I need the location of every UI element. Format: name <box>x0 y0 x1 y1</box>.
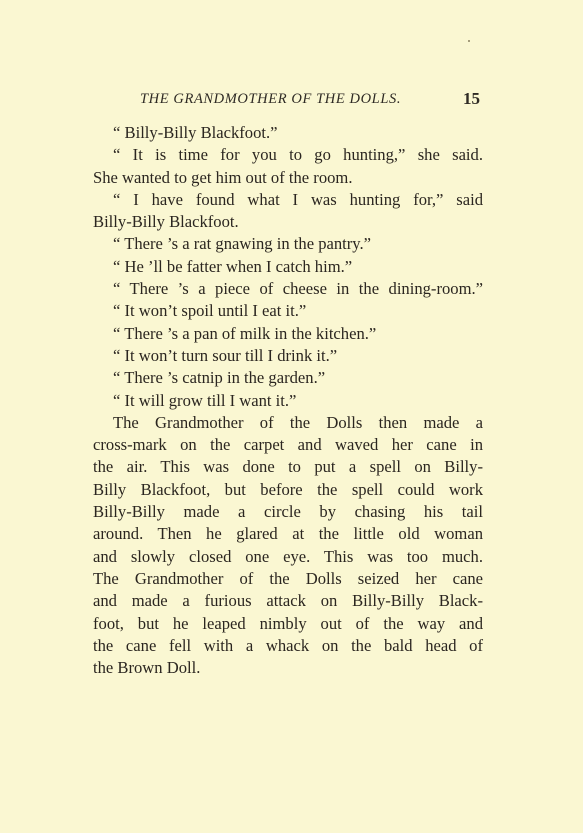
text-line: the cane fell with a whack on the bald head of <box>93 635 483 655</box>
text-line: She wanted to get him out of the room. <box>93 167 353 187</box>
body-text <box>93 122 483 679</box>
text-line: Billy-Billy Blackfoot. <box>93 212 239 232</box>
text-line: “ It won’t turn sour till I drink it.” <box>113 345 338 365</box>
text-line: “ There ’s a rat gnawing in the pantry.” <box>113 234 372 254</box>
text-line: The Grandmother of the Dolls seized her cane <box>93 568 483 588</box>
text-line: “ Billy-Billy Blackfoot.” <box>113 123 278 142</box>
text-line: foot, but he leaped nimbly out of the way and <box>93 613 483 633</box>
text-line: The Grandmother of the Dolls then made a <box>113 412 483 432</box>
text-line: and made a furious attack on Billy-Billy Black- <box>93 591 483 611</box>
text-line: Billy Blackfoot, but before the spell could work <box>93 479 483 499</box>
running-title: THE GRANDMOTHER OF THE DOLLS. <box>140 91 402 107</box>
text-line: “ It won’t spoil until I eat it.” <box>113 301 307 321</box>
text-line: “ There ’s a piece of cheese in the dining-room.” <box>113 279 483 299</box>
text-line: “ He ’ll be fatter when I catch him.” <box>113 256 353 276</box>
text-line: cross-mark on the carpet and waved her cane in <box>93 435 483 455</box>
page-number: 15 <box>463 89 480 108</box>
running-header <box>140 91 480 111</box>
text-line: “ It is time for you to go hunting,” she said. <box>113 145 483 165</box>
text-line: Billy-Billy made a circle by chasing his tail <box>93 502 483 522</box>
text-line: “ I have found what I was hunting for,” said <box>113 189 483 209</box>
text-line: and slowly closed one eye. This was too much. <box>93 546 483 566</box>
text-line: “ There ’s catnip in the garden.” <box>113 368 326 388</box>
text-line: around. Then he glared at the little old woman <box>93 524 483 544</box>
text-line: the air. This was done to put a spell on Billy- <box>93 457 483 477</box>
text-line: the Brown Doll. <box>93 658 201 678</box>
text-line: “ It will grow till I want it.” <box>113 390 297 410</box>
text-line: “ There ’s a pan of milk in the kitchen.” <box>113 323 377 343</box>
ink-speck <box>468 40 470 42</box>
